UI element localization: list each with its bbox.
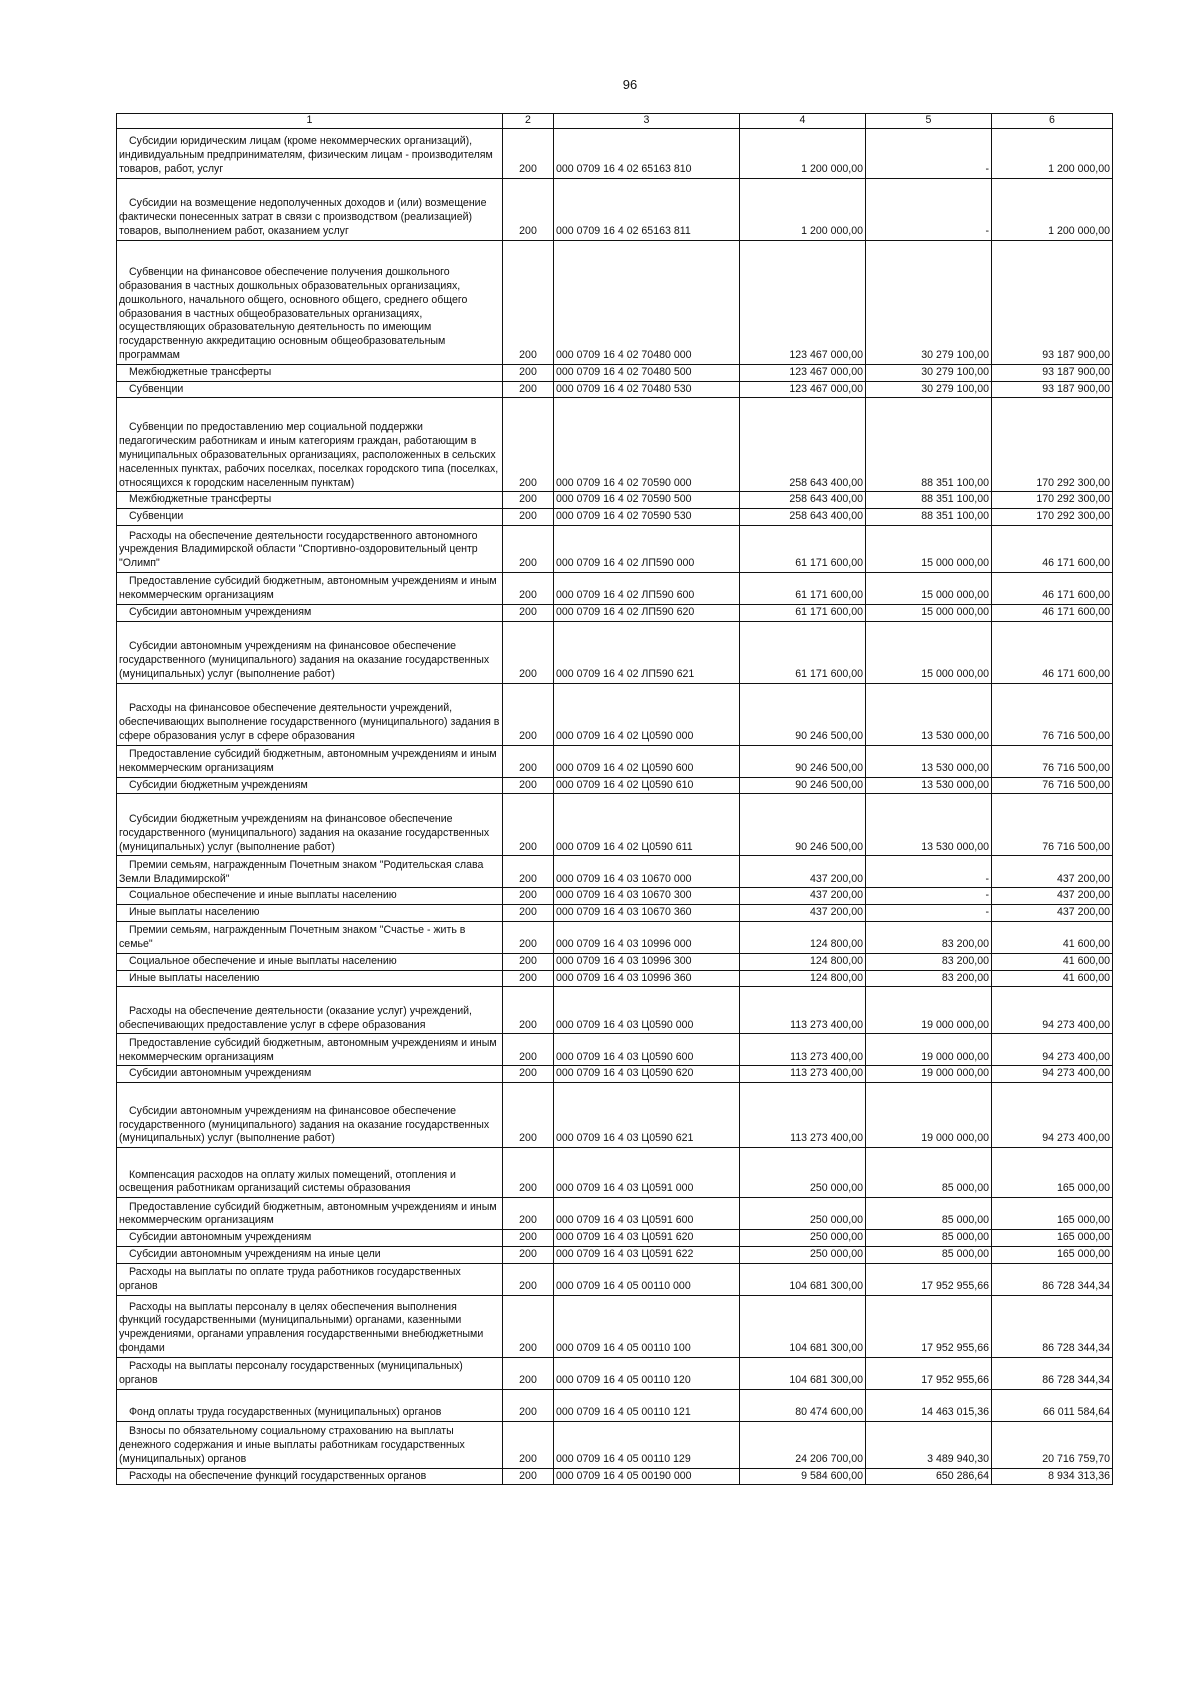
row-kbk-cell: 000 0709 16 4 03 Ц0590 621 — [554, 1083, 740, 1148]
row-code-cell: 200 — [503, 987, 554, 1034]
table-row — [117, 525, 1113, 572]
row-kbk-cell: 000 0709 16 4 05 00110 000 — [554, 1263, 740, 1295]
table-row — [117, 604, 1113, 621]
row-value-col5: 13 530 000,00 — [866, 794, 992, 856]
row-code-cell: 200 — [503, 970, 554, 987]
row-code-cell: 200 — [503, 492, 554, 509]
row-value-col6: 41 600,00 — [992, 953, 1113, 970]
row-code-cell: 200 — [503, 777, 554, 794]
row-value-col4: 113 273 400,00 — [740, 1034, 866, 1066]
row-value-col4: 250 000,00 — [740, 1246, 866, 1263]
row-kbk-cell: 000 0709 16 4 03 Ц0590 000 — [554, 987, 740, 1034]
row-code-cell: 200 — [503, 178, 554, 240]
row-kbk-cell: 000 0709 16 4 03 Ц0590 620 — [554, 1066, 740, 1083]
row-code-cell: 200 — [503, 905, 554, 922]
row-name-cell: Межбюджетные трансферты — [117, 364, 503, 381]
row-name-cell: Расходы на выплаты персоналу в целях обеспечения выполнения функций государственными (муниципальными) органами, казенными учреждениями, органами управления государственными внебюджетными фондами — [117, 1295, 503, 1357]
row-name-cell: Расходы на выплаты по оплате труда работников государственных органов — [117, 1263, 503, 1295]
row-value-col6: 20 716 759,70 — [992, 1421, 1113, 1468]
row-value-col5: 83 200,00 — [866, 970, 992, 987]
row-value-col6: 165 000,00 — [992, 1148, 1113, 1198]
row-value-col6: 41 600,00 — [992, 970, 1113, 987]
table-row — [117, 683, 1113, 745]
row-code-cell: 200 — [503, 1295, 554, 1357]
row-code-cell: 200 — [503, 888, 554, 905]
row-value-col6: 94 273 400,00 — [992, 987, 1113, 1034]
row-name-cell: Иные выплаты населению — [117, 970, 503, 987]
row-value-col5: 88 351 100,00 — [866, 509, 992, 526]
row-value-col5: 83 200,00 — [866, 953, 992, 970]
row-code-cell: 200 — [503, 1083, 554, 1148]
row-name-cell: Субсидии юридическим лицам (кроме некоммерческих организаций), индивидуальным предпринимателям, физическим лицам - производителям товаров, работ, услуг — [117, 128, 503, 178]
row-kbk-cell: 000 0709 16 4 03 10996 000 — [554, 921, 740, 953]
row-value-col4: 258 643 400,00 — [740, 492, 866, 509]
row-value-col5: 17 952 955,66 — [866, 1357, 992, 1389]
row-value-col4: 437 200,00 — [740, 856, 866, 888]
row-value-col4: 90 246 500,00 — [740, 745, 866, 777]
row-code-cell: 200 — [503, 1263, 554, 1295]
row-code-cell: 200 — [503, 604, 554, 621]
row-value-col5: 85 000,00 — [866, 1148, 992, 1198]
table-row — [117, 128, 1113, 178]
row-value-col5: - — [866, 888, 992, 905]
row-kbk-cell: 000 0709 16 4 02 65163 811 — [554, 178, 740, 240]
row-value-col6: 46 171 600,00 — [992, 604, 1113, 621]
row-value-col6: 1 200 000,00 — [992, 128, 1113, 178]
row-value-col4: 61 171 600,00 — [740, 604, 866, 621]
row-value-col4: 80 474 600,00 — [740, 1389, 866, 1421]
row-value-col4: 123 467 000,00 — [740, 381, 866, 398]
row-kbk-cell: 000 0709 16 4 03 10670 360 — [554, 905, 740, 922]
row-value-col4: 123 467 000,00 — [740, 240, 866, 364]
row-value-col6: 66 011 584,64 — [992, 1389, 1113, 1421]
row-code-cell: 200 — [503, 1198, 554, 1230]
budget-report-table — [116, 113, 1113, 1485]
row-value-col4: 9 584 600,00 — [740, 1468, 866, 1485]
row-code-cell: 200 — [503, 1034, 554, 1066]
row-kbk-cell: 000 0709 16 4 02 ЛП590 600 — [554, 572, 740, 604]
row-kbk-cell: 000 0709 16 4 03 Ц0591 600 — [554, 1198, 740, 1230]
row-kbk-cell: 000 0709 16 4 05 00110 100 — [554, 1295, 740, 1357]
row-kbk-cell: 000 0709 16 4 05 00110 120 — [554, 1357, 740, 1389]
row-value-col5: 19 000 000,00 — [866, 1034, 992, 1066]
row-name-cell: Субсидии бюджетным учреждениям — [117, 777, 503, 794]
row-code-cell: 200 — [503, 745, 554, 777]
row-kbk-cell: 000 0709 16 4 02 70590 530 — [554, 509, 740, 526]
row-kbk-cell: 000 0709 16 4 02 Ц0590 600 — [554, 745, 740, 777]
table-row — [117, 970, 1113, 987]
row-name-cell: Иные выплаты населению — [117, 905, 503, 922]
row-value-col5: 15 000 000,00 — [866, 604, 992, 621]
row-name-cell: Социальное обеспечение и иные выплаты населению — [117, 888, 503, 905]
row-code-cell: 200 — [503, 398, 554, 492]
row-value-col6: 86 728 344,34 — [992, 1357, 1113, 1389]
row-code-cell: 200 — [503, 1389, 554, 1421]
row-value-col5: 88 351 100,00 — [866, 398, 992, 492]
row-value-col4: 61 171 600,00 — [740, 572, 866, 604]
row-value-col4: 258 643 400,00 — [740, 398, 866, 492]
row-value-col5: 19 000 000,00 — [866, 987, 992, 1034]
row-kbk-cell: 000 0709 16 4 03 10670 300 — [554, 888, 740, 905]
row-value-col4: 104 681 300,00 — [740, 1357, 866, 1389]
row-name-cell: Премии семьям, награжденным Почетным знаком "Счастье - жить в семье" — [117, 921, 503, 953]
row-value-col6: 170 292 300,00 — [992, 509, 1113, 526]
row-value-col6: 94 273 400,00 — [992, 1066, 1113, 1083]
row-kbk-cell: 000 0709 16 4 02 ЛП590 621 — [554, 621, 740, 683]
table-row — [117, 794, 1113, 856]
row-name-cell: Расходы на обеспечение деятельности (оказание услуг) учреждений, обеспечивающих предоставление услуг в сфере образования — [117, 987, 503, 1034]
row-code-cell: 200 — [503, 921, 554, 953]
row-value-col4: 104 681 300,00 — [740, 1295, 866, 1357]
row-value-col5: 83 200,00 — [866, 921, 992, 953]
row-value-col5: - — [866, 856, 992, 888]
table-row — [117, 888, 1113, 905]
row-kbk-cell: 000 0709 16 4 05 00190 000 — [554, 1468, 740, 1485]
row-name-cell: Субвенции на финансовое обеспечение получения дошкольного образования в частных дошкольных образовательных организациях, дошкольного, начального общего, основного общего, среднего общего образования в частных общеобразовательных организациях, осуществляющих образовательную деятельность по имеющим государственную аккредитацию основным общеобразовательным программам — [117, 240, 503, 364]
table-row — [117, 1066, 1113, 1083]
row-value-col5: 13 530 000,00 — [866, 745, 992, 777]
table-row — [117, 1198, 1113, 1230]
row-name-cell: Премии семьям, награжденным Почетным знаком "Родительская слава Земли Владимирской" — [117, 856, 503, 888]
row-kbk-cell: 000 0709 16 4 02 Ц0590 611 — [554, 794, 740, 856]
table-row — [117, 240, 1113, 364]
row-value-col4: 124 800,00 — [740, 921, 866, 953]
row-code-cell: 200 — [503, 240, 554, 364]
row-name-cell: Субсидии автономным учреждениям на финансовое обеспечение государственного (муниципального) задания на оказание государственных (муниципальных) услуг (выполнение работ) — [117, 621, 503, 683]
row-kbk-cell: 000 0709 16 4 03 10996 300 — [554, 953, 740, 970]
row-kbk-cell: 000 0709 16 4 02 70480 530 — [554, 381, 740, 398]
row-value-col6: 46 171 600,00 — [992, 572, 1113, 604]
row-value-col6: 165 000,00 — [992, 1230, 1113, 1247]
table-row — [117, 953, 1113, 970]
table-row — [117, 572, 1113, 604]
row-value-col4: 113 273 400,00 — [740, 1083, 866, 1148]
row-name-cell: Компенсация расходов на оплату жилых помещений, отопления и освещения работникам организаций системы образования — [117, 1148, 503, 1198]
row-kbk-cell: 000 0709 16 4 02 70590 500 — [554, 492, 740, 509]
row-code-cell: 200 — [503, 794, 554, 856]
row-kbk-cell: 000 0709 16 4 03 Ц0591 622 — [554, 1246, 740, 1263]
row-value-col6: 46 171 600,00 — [992, 621, 1113, 683]
row-name-cell: Субсидии на возмещение недополученных доходов и (или) возмещение фактически понесенных затрат в связи с производством (реализацией) товаров, выполнением работ, оказанием услуг — [117, 178, 503, 240]
column-header-5: 5 — [866, 114, 992, 129]
column-header-4: 4 — [740, 114, 866, 129]
row-value-col6: 76 716 500,00 — [992, 794, 1113, 856]
table-row — [117, 745, 1113, 777]
row-value-col6: 94 273 400,00 — [992, 1083, 1113, 1148]
row-code-cell: 200 — [503, 381, 554, 398]
row-name-cell: Субсидии автономным учреждениям — [117, 1230, 503, 1247]
table-row — [117, 1034, 1113, 1066]
row-value-col5: 13 530 000,00 — [866, 777, 992, 794]
row-value-col4: 250 000,00 — [740, 1148, 866, 1198]
row-value-col5: 85 000,00 — [866, 1198, 992, 1230]
row-kbk-cell: 000 0709 16 4 05 00110 129 — [554, 1421, 740, 1468]
table-row — [117, 921, 1113, 953]
row-value-col4: 258 643 400,00 — [740, 509, 866, 526]
row-name-cell: Расходы на финансовое обеспечение деятельности учреждений, обеспечивающих выполнение государственного (муниципального) задания в сфере образования услуг в сфере образования — [117, 683, 503, 745]
row-value-col6: 8 934 313,36 — [992, 1468, 1113, 1485]
row-value-col6: 437 200,00 — [992, 856, 1113, 888]
row-name-cell: Предоставление субсидий бюджетным, автономным учреждениям и иным некоммерческим организациям — [117, 572, 503, 604]
table-row — [117, 621, 1113, 683]
row-value-col5: 3 489 940,30 — [866, 1421, 992, 1468]
row-value-col6: 41 600,00 — [992, 921, 1113, 953]
row-value-col6: 437 200,00 — [992, 888, 1113, 905]
row-value-col4: 437 200,00 — [740, 888, 866, 905]
row-name-cell: Социальное обеспечение и иные выплаты населению — [117, 953, 503, 970]
column-header-3: 3 — [554, 114, 740, 129]
row-kbk-cell: 000 0709 16 4 05 00110 121 — [554, 1389, 740, 1421]
row-value-col4: 90 246 500,00 — [740, 777, 866, 794]
row-value-col5: 19 000 000,00 — [866, 1083, 992, 1148]
row-value-col6: 165 000,00 — [992, 1246, 1113, 1263]
row-value-col6: 93 187 900,00 — [992, 364, 1113, 381]
row-value-col5: 17 952 955,66 — [866, 1295, 992, 1357]
row-value-col5: 85 000,00 — [866, 1246, 992, 1263]
row-value-col5: 30 279 100,00 — [866, 240, 992, 364]
row-kbk-cell: 000 0709 16 4 03 Ц0591 620 — [554, 1230, 740, 1247]
row-kbk-cell: 000 0709 16 4 02 65163 810 — [554, 128, 740, 178]
table-row — [117, 1421, 1113, 1468]
row-code-cell: 200 — [503, 1357, 554, 1389]
table-row — [117, 1357, 1113, 1389]
table-row — [117, 1083, 1113, 1148]
row-value-col4: 104 681 300,00 — [740, 1263, 866, 1295]
row-value-col4: 61 171 600,00 — [740, 525, 866, 572]
row-value-col5: 15 000 000,00 — [866, 572, 992, 604]
table-row — [117, 856, 1113, 888]
row-code-cell: 200 — [503, 1246, 554, 1263]
table-row — [117, 777, 1113, 794]
row-value-col5: - — [866, 178, 992, 240]
row-code-cell: 200 — [503, 1230, 554, 1247]
row-name-cell: Субсидии автономным учреждениям — [117, 604, 503, 621]
row-code-cell: 200 — [503, 1421, 554, 1468]
row-code-cell: 200 — [503, 856, 554, 888]
row-value-col4: 124 800,00 — [740, 970, 866, 987]
row-value-col5: 19 000 000,00 — [866, 1066, 992, 1083]
table-row — [117, 905, 1113, 922]
row-code-cell: 200 — [503, 683, 554, 745]
row-name-cell: Фонд оплаты труда государственных (муниципальных) органов — [117, 1389, 503, 1421]
row-kbk-cell: 000 0709 16 4 03 10670 000 — [554, 856, 740, 888]
row-name-cell: Расходы на обеспечение функций государственных органов — [117, 1468, 503, 1485]
row-name-cell: Субвенции — [117, 509, 503, 526]
row-value-col6: 86 728 344,34 — [992, 1263, 1113, 1295]
row-code-cell: 200 — [503, 1148, 554, 1198]
row-code-cell: 200 — [503, 1066, 554, 1083]
row-kbk-cell: 000 0709 16 4 03 Ц0590 600 — [554, 1034, 740, 1066]
table-row — [117, 1295, 1113, 1357]
row-value-col5: 30 279 100,00 — [866, 364, 992, 381]
row-value-col4: 250 000,00 — [740, 1198, 866, 1230]
row-kbk-cell: 000 0709 16 4 02 70480 000 — [554, 240, 740, 364]
table-body — [117, 128, 1113, 1485]
row-value-col6: 165 000,00 — [992, 1198, 1113, 1230]
row-value-col4: 123 467 000,00 — [740, 364, 866, 381]
table-row — [117, 381, 1113, 398]
row-value-col6: 94 273 400,00 — [992, 1034, 1113, 1066]
row-kbk-cell: 000 0709 16 4 02 ЛП590 000 — [554, 525, 740, 572]
table-row — [117, 492, 1113, 509]
row-value-col5: 15 000 000,00 — [866, 525, 992, 572]
row-value-col4: 90 246 500,00 — [740, 683, 866, 745]
row-value-col6: 170 292 300,00 — [992, 398, 1113, 492]
table-row — [117, 1230, 1113, 1247]
row-code-cell: 200 — [503, 953, 554, 970]
row-name-cell: Взносы по обязательному социальному страхованию на выплаты денежного содержания и иные выплаты работникам государственных (муниципальных) органов — [117, 1421, 503, 1468]
row-code-cell: 200 — [503, 572, 554, 604]
table-row — [117, 1468, 1113, 1485]
column-header-2: 2 — [503, 114, 554, 129]
row-value-col4: 1 200 000,00 — [740, 128, 866, 178]
row-name-cell: Субсидии автономным учреждениям на иные цели — [117, 1246, 503, 1263]
row-name-cell: Предоставление субсидий бюджетным, автономным учреждениям и иным некоммерческим организациям — [117, 745, 503, 777]
row-value-col4: 1 200 000,00 — [740, 178, 866, 240]
row-value-col6: 86 728 344,34 — [992, 1295, 1113, 1357]
page-number: 96 — [622, 77, 638, 92]
column-header-6: 6 — [992, 114, 1113, 129]
row-value-col6: 93 187 900,00 — [992, 381, 1113, 398]
table-row — [117, 987, 1113, 1034]
row-name-cell: Расходы на обеспечение деятельности государственного автономного учреждения Владимирской области "Спортивно-оздоровительный центр "Олимп" — [117, 525, 503, 572]
row-kbk-cell: 000 0709 16 4 02 Ц0590 000 — [554, 683, 740, 745]
row-kbk-cell: 000 0709 16 4 03 Ц0591 000 — [554, 1148, 740, 1198]
row-value-col6: 76 716 500,00 — [992, 745, 1113, 777]
row-name-cell: Субвенции по предоставлению мер социальной поддержки педагогическим работникам и иным категориям граждан, работающим в муниципальных образовательных организациях, расположенных в сельских населенных пунктах, рабочих поселках, поселках городского типа (поселках, относящихся к городским населенным пунктам) — [117, 398, 503, 492]
row-name-cell: Субсидии автономным учреждениям — [117, 1066, 503, 1083]
row-value-col6: 1 200 000,00 — [992, 178, 1113, 240]
row-value-col6: 76 716 500,00 — [992, 777, 1113, 794]
row-value-col4: 437 200,00 — [740, 905, 866, 922]
row-value-col5: 88 351 100,00 — [866, 492, 992, 509]
table-row — [117, 398, 1113, 492]
row-code-cell: 200 — [503, 1468, 554, 1485]
row-value-col5: 13 530 000,00 — [866, 683, 992, 745]
table-row — [117, 1246, 1113, 1263]
row-name-cell: Субсидии бюджетным учреждениям на финансовое обеспечение государственного (муниципального) задания на оказание государственных (муниципальных) услуг (выполнение работ) — [117, 794, 503, 856]
table-row — [117, 178, 1113, 240]
row-kbk-cell: 000 0709 16 4 03 10996 360 — [554, 970, 740, 987]
row-value-col4: 113 273 400,00 — [740, 987, 866, 1034]
row-name-cell: Предоставление субсидий бюджетным, автономным учреждениям и иным некоммерческим организациям — [117, 1198, 503, 1230]
row-name-cell: Межбюджетные трансферты — [117, 492, 503, 509]
row-name-cell: Субвенции — [117, 381, 503, 398]
row-name-cell: Субсидии автономным учреждениям на финансовое обеспечение государственного (муниципального) задания на оказание государственных (муниципальных) услуг (выполнение работ) — [117, 1083, 503, 1148]
row-value-col5: - — [866, 128, 992, 178]
row-value-col4: 61 171 600,00 — [740, 621, 866, 683]
row-value-col5: 30 279 100,00 — [866, 381, 992, 398]
row-code-cell: 200 — [503, 364, 554, 381]
row-value-col4: 113 273 400,00 — [740, 1066, 866, 1083]
row-name-cell: Расходы на выплаты персоналу государственных (муниципальных) органов — [117, 1357, 503, 1389]
table-row — [117, 509, 1113, 526]
column-number-header — [117, 114, 1113, 129]
row-value-col5: 650 286,64 — [866, 1468, 992, 1485]
row-value-col5: 15 000 000,00 — [866, 621, 992, 683]
row-value-col4: 250 000,00 — [740, 1230, 866, 1247]
row-value-col5: 17 952 955,66 — [866, 1263, 992, 1295]
table-row — [117, 364, 1113, 381]
column-header-1: 1 — [117, 114, 503, 129]
row-value-col5: 85 000,00 — [866, 1230, 992, 1247]
row-value-col6: 437 200,00 — [992, 905, 1113, 922]
row-value-col6: 170 292 300,00 — [992, 492, 1113, 509]
row-value-col5: - — [866, 905, 992, 922]
row-code-cell: 200 — [503, 621, 554, 683]
row-kbk-cell: 000 0709 16 4 02 ЛП590 620 — [554, 604, 740, 621]
row-kbk-cell: 000 0709 16 4 02 70590 000 — [554, 398, 740, 492]
row-value-col6: 93 187 900,00 — [992, 240, 1113, 364]
row-code-cell: 200 — [503, 128, 554, 178]
row-value-col6: 46 171 600,00 — [992, 525, 1113, 572]
row-code-cell: 200 — [503, 525, 554, 572]
table-row — [117, 1389, 1113, 1421]
row-value-col6: 76 716 500,00 — [992, 683, 1113, 745]
row-name-cell: Предоставление субсидий бюджетным, автономным учреждениям и иным некоммерческим организациям — [117, 1034, 503, 1066]
row-value-col4: 90 246 500,00 — [740, 794, 866, 856]
row-value-col4: 124 800,00 — [740, 953, 866, 970]
table-row — [117, 1263, 1113, 1295]
row-value-col5: 14 463 015,36 — [866, 1389, 992, 1421]
row-kbk-cell: 000 0709 16 4 02 Ц0590 610 — [554, 777, 740, 794]
row-value-col4: 24 206 700,00 — [740, 1421, 866, 1468]
table-row — [117, 1148, 1113, 1198]
row-kbk-cell: 000 0709 16 4 02 70480 500 — [554, 364, 740, 381]
row-code-cell: 200 — [503, 509, 554, 526]
